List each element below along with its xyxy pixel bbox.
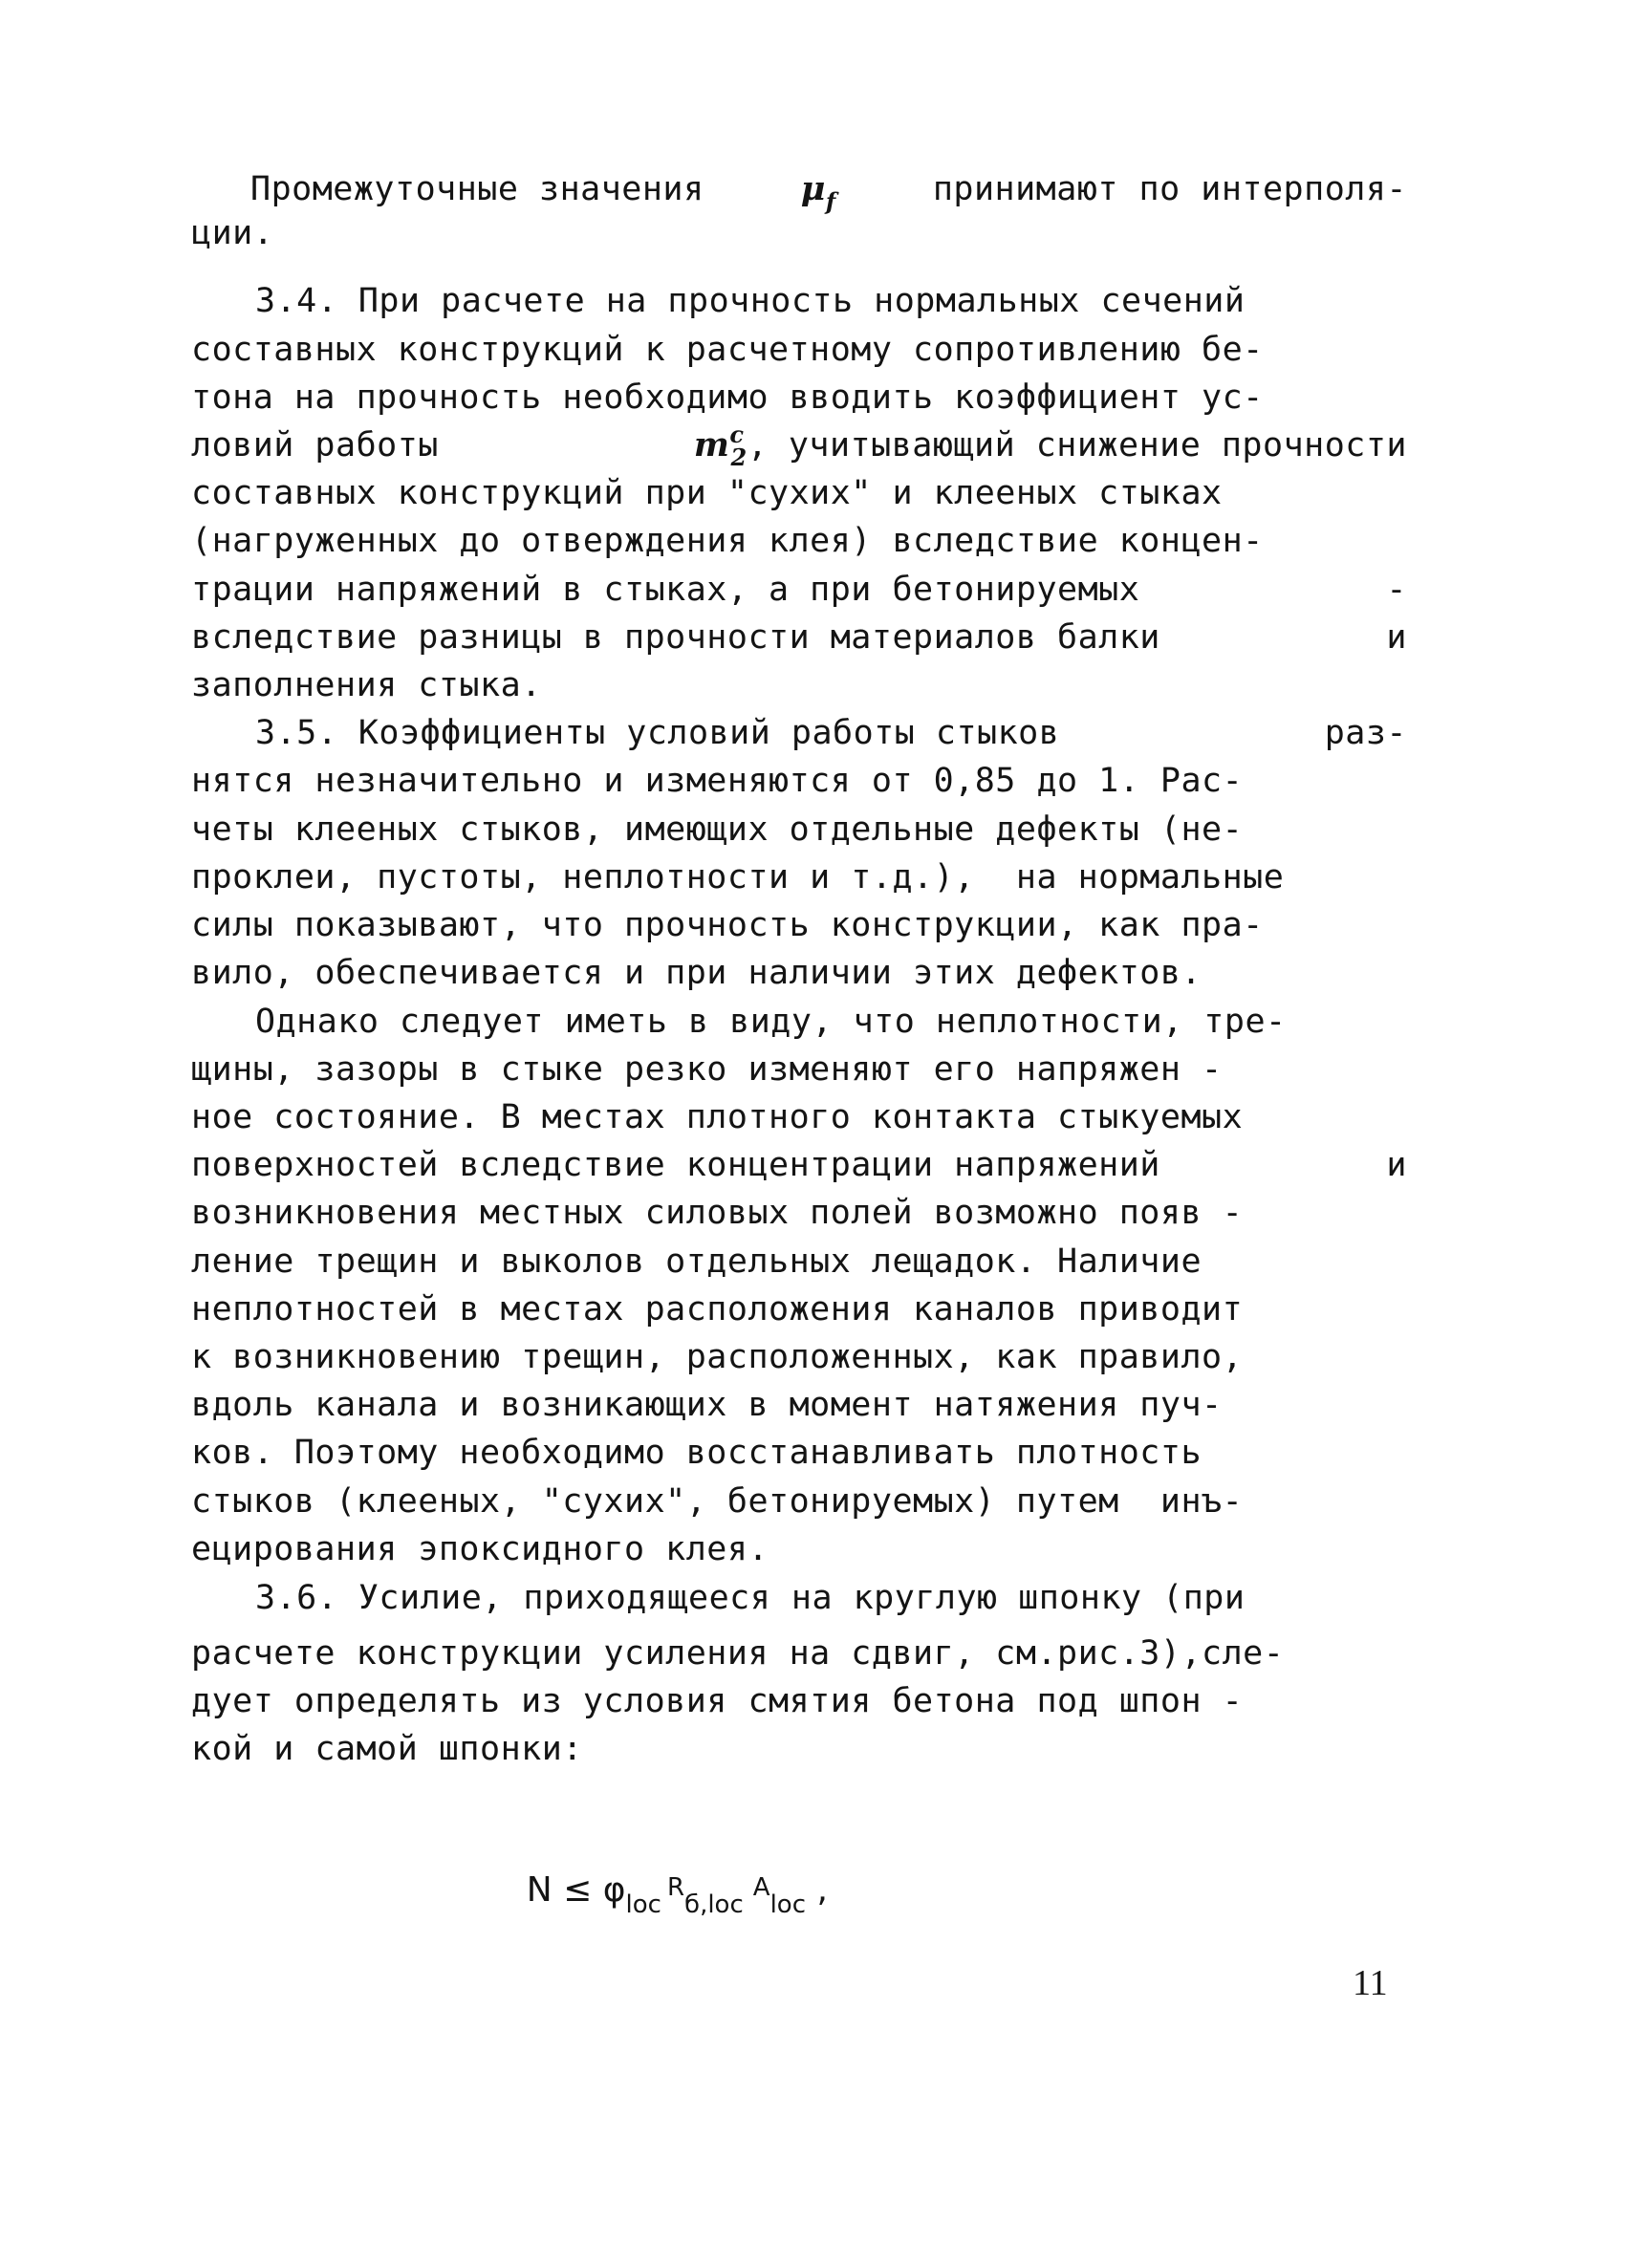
text-line: ции. [191,214,274,252]
paragraph-3-4-heading-line: 3.4. При расчете на прочность нормальных сечений [255,282,1246,320]
text-segment: вследствие разницы в прочности материалов балки [191,618,1160,657]
formula-lhs: N ≤ [526,1870,603,1910]
paragraph-3-6-heading-line: 3.6. Усилие, приходящееся на круглую шпонку (при [255,1579,1246,1617]
formula [483,1827,828,1956]
a-symbol: A [752,1873,770,1902]
text-line: ков. Поэтому необходимо восстанавливать плотность [191,1434,1202,1472]
text-line [191,421,1407,471]
text-segment [693,421,1407,471]
text-segment: раз- [1324,714,1407,752]
text-line: стыков (клееных, "сухих", бетонируемых) путем инъ- [191,1482,1244,1521]
text-line [250,169,1407,215]
a-subscript: loc [769,1890,806,1919]
text-line: вило, обеспечивается и при наличии этих дефектов. [191,954,1202,992]
text-line: проклеи, пустоты, неплотности и т.д.), на нормальные [191,858,1285,896]
text-line: возникновения местных силовых полей возможно появ - [191,1194,1244,1232]
text-line: ное состояние. В местах плотного контакта стыкуемых [191,1098,1244,1136]
formula-tail: , [806,1870,828,1910]
text-segment: 3.5. Коэффициенты условий работы стыков [255,714,1060,752]
text-line: неплотностей в местах расположения каналов приводит [191,1290,1244,1328]
text-segment: трации напряжений в стыках, а при бетонируемых [191,571,1140,609]
text-line: (нагруженных до отверждения клея) вследствие концен- [191,522,1264,560]
text-line: к возникновению трещин, расположенных, как правило, [191,1338,1244,1376]
text-line: составных конструкций к расчетному сопротивлению бе- [191,331,1264,369]
math-subscript: f [825,187,836,215]
mu-symbol [800,169,836,215]
text-line: четы клееных стыков, имеющих отдельные дефекты (не- [191,810,1244,849]
text-segment: ловий работы [191,426,439,464]
math-symbol: m [693,425,730,464]
text-segment: Промежуточные значения [250,170,704,208]
text-line [191,1146,1407,1184]
page-number: 11 [1353,1963,1388,2003]
text-segment: и [1386,618,1407,657]
text-line [191,571,1407,609]
text-line: ецирования эпоксидного клея. [191,1530,769,1568]
text-line: кой и самой шпонки: [191,1730,583,1768]
text-segment: , учитывающий снижение прочности [747,426,1407,464]
text-line [191,618,1407,657]
phi-subscript: loc [625,1890,661,1919]
text-segment: - [1386,571,1407,609]
text-line: расчете конструкции усиления на сдвиг, см.рис.3),сле- [191,1634,1285,1673]
text-line: составных конструкций при "сухих" и клееных стыках [191,474,1223,512]
text-line: дует определять из условия смятия бетона под шпон - [191,1682,1244,1720]
r-subscript: б,loc [684,1890,744,1919]
phi-symbol: φ [602,1870,626,1910]
r-symbol: R [666,1873,685,1902]
math-symbol: μ [800,169,826,208]
m-symbol [693,421,748,471]
paragraph-start-line: Однако следует иметь в виду, что неплотности, тре- [255,1003,1287,1041]
text-line: силы показывают, что прочность конструкции, как пра- [191,906,1264,944]
text-segment: принимают по интерполя- [932,170,1407,208]
paragraph-3-5-heading-line [255,714,1407,752]
text-line: заполнения стыка. [191,666,542,704]
text-segment: поверхностей вследствие концентрации напряжений [191,1146,1160,1184]
text-line: ление трещин и выколов отдельных лещадок. Наличие [191,1242,1202,1281]
text-line: тона на прочность необходимо вводить коэффициент ус- [191,378,1264,417]
math-superscript: c [729,421,745,448]
math-subscript: 2 [730,443,748,471]
text-line: щины, зазоры в стыке резко изменяют его напряжен - [191,1050,1223,1089]
text-line: вдоль канала и возникающих в момент натяжения пуч- [191,1386,1223,1424]
text-segment: и [1386,1146,1407,1184]
text-line: нятся незначительно и изменяются от 0,85 до 1. Рас- [191,762,1244,800]
